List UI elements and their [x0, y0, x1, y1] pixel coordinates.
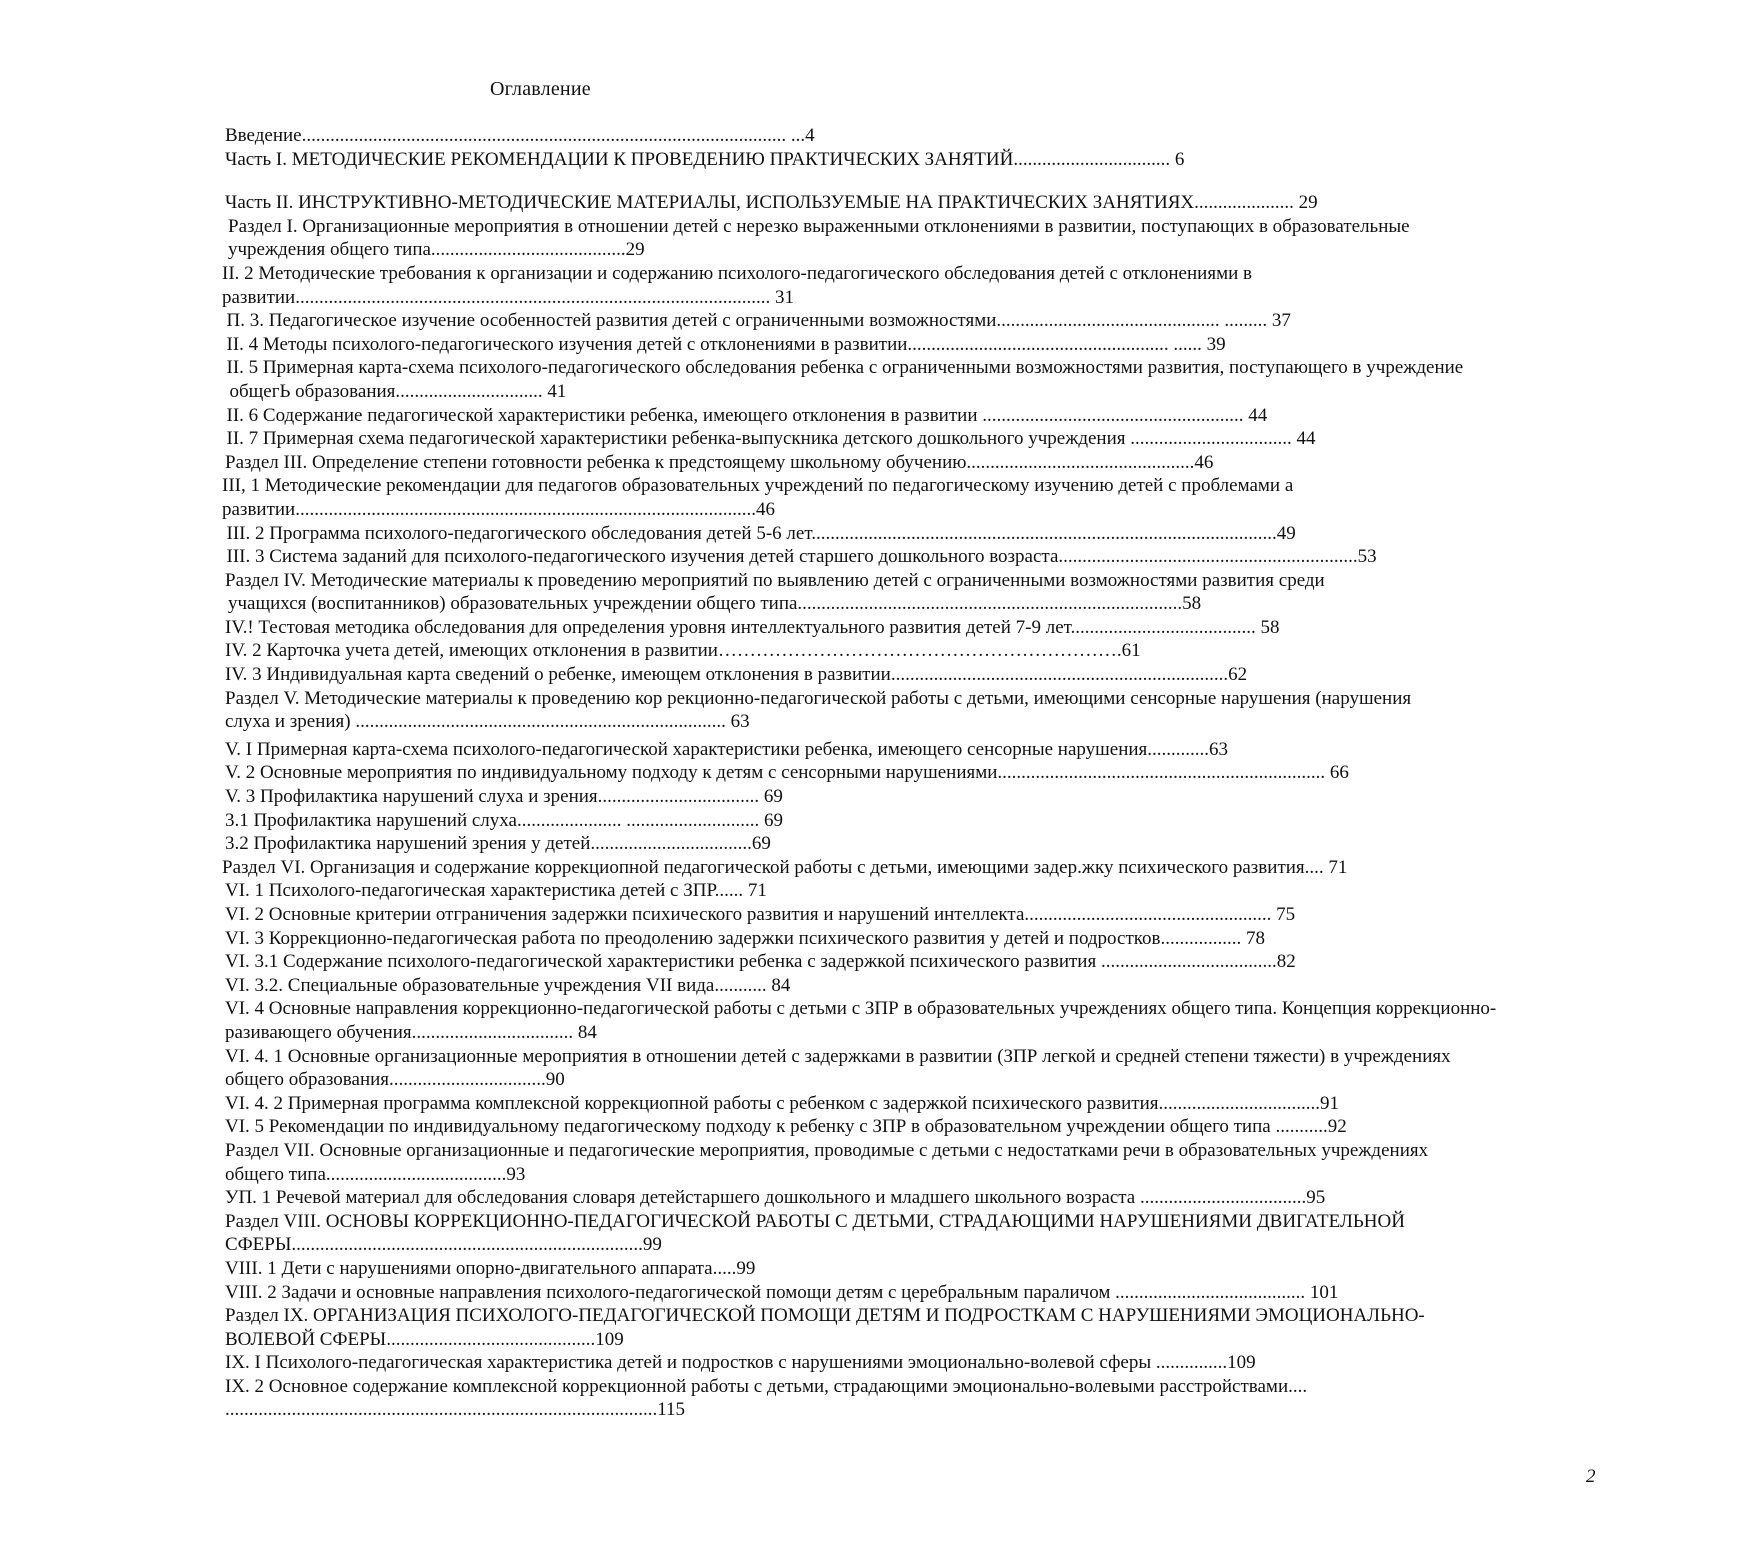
toc-entry: учреждения общего типа.........................................29	[228, 239, 645, 261]
toc-entry: общегЬ образования............................... 41	[229, 380, 567, 402]
toc-entry: VI. 1 Психолого-педагогическая характеристика детей с ЗПР...... 71	[225, 880, 767, 902]
toc-entry: Раздел V. Методические материалы к проведению кор рекционно-педагогической работы с детьми, имеющими сенсорные нарушения (нарушения	[225, 687, 1412, 709]
toc-entry: II. 4 Методы психолого-педагогического изучения детей с отклонениями в развитии....................................................... ...... 39	[226, 333, 1226, 355]
toc-entry: разивающего обучения.................................. 84	[225, 1021, 597, 1043]
toc-entry: ВОЛЕВОЙ СФЕРЫ............................................109	[225, 1328, 624, 1350]
toc-entry: Часть I. МЕТОДИЧЕСКИЕ РЕКОМЕНДАЦИИ К ПРОВЕДЕНИЮ ПРАКТИЧЕСКИХ ЗАНЯТИЙ................................. 6	[225, 148, 1185, 170]
toc-entry: 3.2 Профилактика нарушений зрения у детей..................................69	[225, 833, 771, 855]
toc-entry: П. 3. Педагогическое изучение особенностей развития детей с ограниченными возможностями............................................... ......... 37	[226, 310, 1291, 332]
toc-entry: VI. 3.1 Содержание психолого-педагогической характеристики ребенка с задержкой психического развития .....................................82	[225, 951, 1296, 973]
page-number: 2	[1586, 1466, 1596, 1487]
toc-entry: III. 3 Система заданий для психолого-педагогического изучения детей старшего дошкольного возраста...............................................................53	[226, 546, 1377, 568]
toc-entry: IV. 3 Индивидуальная карта сведений о ребенке, имеющем отклонения в развитии.......................................................................62	[225, 664, 1248, 686]
toc-entry: VI. 5 Рекомендации по индивидуальному педагогическому подходу к ребенку с ЗПР в образовательном учреждении общего типа ...........92	[225, 1116, 1347, 1138]
toc-entry: ...........................................................................................115	[225, 1399, 686, 1421]
toc-entry: IX. 2 Основное содержание комплексной коррекционной работы с детьми, страдающими эмоционально-волевыми расстройствами....	[225, 1375, 1308, 1397]
toc-entry: II. 6 Содержание педагогической характеристики ребенка, имеющего отклонения в развитии ....................................................... 44	[226, 404, 1268, 426]
toc-entry: учащихся (воспитанников) образовательных учреждении общего типа.................................................................................58	[228, 593, 1202, 615]
toc-entry: УП. 1 Речевой материал для обследования словаря детейстаршего дошкольного и младшего школьного возраста ...................................95	[225, 1187, 1326, 1209]
toc-entry: VI. 2 Основные критерии отграничения задержки психического развития и нарушений интеллекта.................................................... 75	[225, 904, 1296, 925]
toc-entry: Раздел VIII. ОСНОВЫ КОРРЕКЦИОННО-ПЕДАГОГИЧЕСКОЙ РАБОТЫ С ДЕТЬМИ, СТРАДАЮЩИМИ НАРУШЕНИЯМИ ДВИГАТЕЛЬНОЙ	[225, 1210, 1405, 1232]
toc-entry: Введение...................................................................................................... ...4	[225, 125, 815, 146]
toc-entry: Раздел IX. ОРГАНИЗАЦИЯ ПСИХОЛОГО-ПЕДАГОГИЧЕСКОЙ ПОМОЩИ ДЕТЯМ И ПОДРОСТКАМ С НАРУШЕНИЯМИ ЭМОЦИОНАЛЬНО-	[225, 1305, 1425, 1327]
toc-entry: III, 1 Методические рекомендации для педагогов образовательных учреждений по педагогическому изучению детей с проблемами а	[222, 475, 1294, 497]
toc-entry: IV. 2 Карточка учета детей, имеющих отклонения в развитии……………………………………………………….61	[225, 640, 1141, 662]
toc-entry: V. 2 Основные мероприятия по индивидуальному подходу к детям с сенсорными нарушениями..................................................................... 66	[225, 762, 1349, 784]
toc-title: Оглавление	[490, 78, 591, 100]
toc-entry: развитии.................................................................................................... 31	[222, 286, 794, 308]
toc-entry: IX. I Психолого-педагогическая характеристика детей и подростков с нарушениями эмоционально-волевой сферы ...............109	[225, 1352, 1256, 1374]
toc-entry: VI. 3.2. Специальные образовательные учреждения VII вида........... 84	[225, 974, 791, 996]
toc-entry: II. 7 Примерная схема педагогической характеристики ребенка-выпускника детского дошкольного учреждения .................................. 44	[226, 428, 1316, 450]
toc-entry: VIII. 2 Задачи и основные направления психолого-педагогической помощи детям с церебральным параличом ........................................ 101	[225, 1281, 1339, 1303]
toc-entry: VI. 4. 1 Основные организационные мероприятия в отношении детей с задержками в развитии (ЗПР легкой и средней степени тяжести) в учреждениях	[225, 1045, 1451, 1067]
toc-entry: V. 3 Профилактика нарушений слуха и зрения.................................. 69	[225, 786, 783, 808]
toc-entry: VI. 3 Коррекционно-педагогическая работа по преодолению задержки психического развития у детей и подростков................. 78	[225, 927, 1266, 949]
toc-entry: III. 2 Программа психолого-педагогического обследования детей 5-6 лет..................................................................................................49	[226, 522, 1296, 544]
toc-entry: Раздел IV. Методические материалы к проведению мероприятий по выявлению детей с ограниченными возможностями развития среди	[225, 569, 1325, 591]
toc-entry: Часть II. ИНСТРУКТИВНО-МЕТОДИЧЕСКИЕ МАТЕРИАЛЫ, ИСПОЛЬЗУЕМЫЕ НА ПРАКТИЧЕСКИХ ЗАНЯТИЯХ..................... 29	[225, 192, 1318, 214]
toc-entry: II. 5 Примерная карта-схема психолого-педагогического обследования ребенка с ограниченными возможностями развития, поступающего в учреждение	[226, 357, 1464, 379]
toc-entry: V. I Примерная карта-схема психолого-педагогической характеристики ребенка, имеющего сенсорные нарушения.............63	[225, 738, 1229, 760]
toc-entry: общего типа......................................93	[225, 1163, 526, 1185]
toc-entry: VI. 4. 2 Примерная программа комплексной коррекциопной работы с ребенком с задержкой психического развития..................................91	[225, 1092, 1340, 1114]
toc-entry: II. 2 Методические требования к организации и содержанию психолого-педагогического обследования детей с отклонениями в	[222, 262, 1252, 284]
toc-entry: слуха и зрения) .............................................................................. 63	[225, 711, 750, 733]
toc-entry: VIII. 1 Дети с нарушениями опорно-двигательного аппарата.....99	[225, 1257, 756, 1279]
toc-entry: IV.! Тестовая методика обследования для определения уровня интеллектуального развития детей 7-9 лет....................................... 58	[225, 616, 1280, 638]
toc-entry: Раздел III. Определение степени готовности ребенка к предстоящему школьному обучению................................................46	[225, 451, 1214, 473]
toc-entry: Раздел VII. Основные организационные и педагогические мероприятия, проводимые с детьми с недостатками речи в образовательных учреждениях	[225, 1139, 1429, 1161]
toc-entry: СФЕРЫ..........................................................................99	[225, 1234, 662, 1256]
table-of-contents	[222, 124, 1602, 1422]
toc-entry: развитии.................................................................................................46	[222, 498, 775, 520]
toc-entry: Раздел VI. Организация и содержание коррекциопной педагогической работы с детьми, имеющими задер.жку психического развития.... 71	[222, 856, 1348, 878]
toc-entry: общего образования.................................90	[225, 1069, 565, 1091]
toc-entry: VI. 4 Основные направления коррекционно-педагогической работы с детьми с ЗПР в образовательных учреждениях общего типа. Концепция коррекционно-	[225, 998, 1497, 1020]
toc-entry: 3.1 Профилактика нарушений слуха...................... ............................ 69	[225, 809, 783, 831]
toc-entry: Раздел I. Организационные мероприятия в отношении детей с нерезко выраженными отклонениями в развитии, поступающих в образовательные	[228, 215, 1410, 237]
